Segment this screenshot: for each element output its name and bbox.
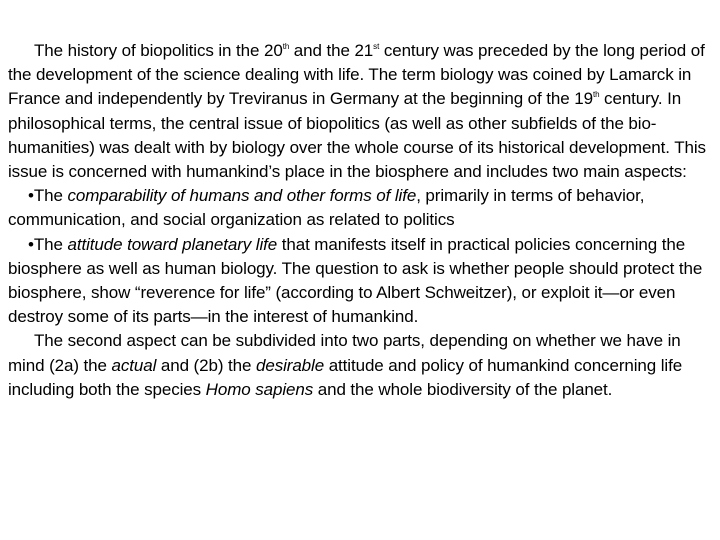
closing-text-2: and (2b) the [156,355,256,375]
emphasis-desirable: desirable [255,355,325,375]
bullet-lead: The [33,186,68,206]
closing-paragraph [8,329,716,402]
superscript-th-1: th [282,42,290,51]
intro-paragraph [8,39,716,184]
intro-text-3: century was preceded by the long period of the development of the science dealing with life. The term biology was coined by Lamarck in France and independently by Treviranus in Germany at the beginning of the 19 [8,41,705,109]
closing-text-4: and the whole biodiversity of the planet. [313,379,613,399]
intro-text-4: century. In philosophical terms, the central issue of biopolitics (as well as other subfields of the bio-humanities) was dealt with by biology over the whole course of its historical development. This issue is concerned with humankind’s place in the biosphere and includes two main aspects: [8,89,706,182]
bullet-text: , primarily in terms of behavior, communication, and social organization as related to politics [8,186,645,230]
emphasis-actual: actual [111,355,157,375]
superscript-th-2: th [592,90,600,100]
bullet-item-attitude [8,233,716,330]
bullet-emphasis: comparability of humans and other forms of life [67,186,417,206]
emphasis-homo-sapiens: Homo sapiens [205,379,314,399]
bullet-lead: The [33,234,68,254]
bullet-item-comparability [8,184,716,232]
bullet-marker: • [28,234,34,254]
intro-text-2: and the 21 [289,41,374,60]
closing-text-3: attitude and policy of humankind concerning life including both the species [8,355,683,399]
intro-text-1: The history of biopolitics in the 20 [34,41,283,60]
slide-body [8,39,716,402]
bullet-marker: • [28,186,34,206]
bullet-emphasis: attitude toward planetary life [67,234,278,254]
superscript-st: st [373,42,380,51]
bullet-text: that manifests itself in practical policies concerning the biosphere as well as human biology. The question to ask is whether people should protect the biosphere, show “reverence for life” (according to Albert Schweitzer), or exploit it—or even destroy some of its parts—in the interest of humankind. [8,234,703,327]
closing-text-1: The second aspect can be subdivided into two parts, depending on whether we have in mind (2a) the [8,331,681,375]
